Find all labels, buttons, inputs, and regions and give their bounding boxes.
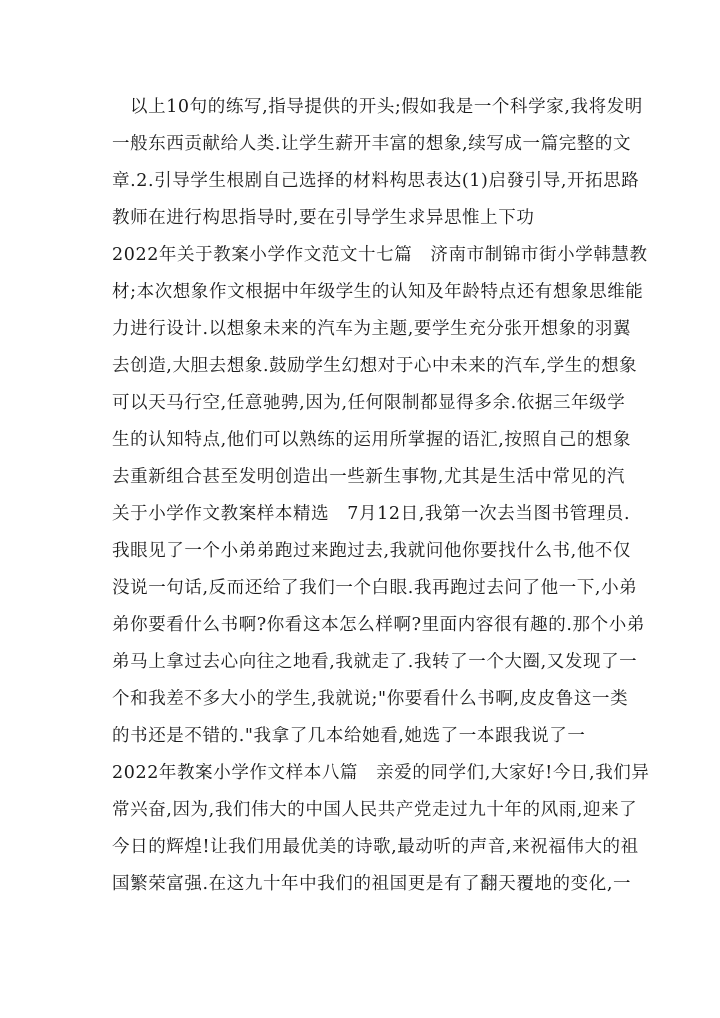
text-line: 章.2.引导学生根剧自己选择的材料构思表达(1)启發引导,开拓思路 [112,171,640,191]
text-line: 生的认知特点,他们可以熟练的运用所掌握的语汇,按照自己的想象 [112,430,632,450]
text-line: 国繁荣富强.在这九十年中我们的祖国更是有了翻天覆地的变化,一 [112,874,632,894]
text-line: 可以天马行空,任意驰骋,因为,任何限制都显得多余.依据三年级学 [112,393,626,413]
text-line: 教师在进行构思指导时,要在引导学生求异思惟上下功 [112,208,535,228]
text-line: 以上10句的练写,指导提供的开头;假如我是一个科学家,我将发明 [130,97,643,117]
text-line: 我眼见了一个小弟弟跑过来跑过去,我就问他你要找什么书,他不仅 [112,541,632,561]
text-line: 个和我差不多大小的学生,我就说;"你要看什么书啊,皮皮鲁这一类 [112,689,629,709]
text-line: 去创造,大胆去想象.鼓励学生幻想对于心中未来的汽车,学生的想象 [112,356,638,376]
text-line: 力进行设计.以想象未来的汽车为主题,要学生充分张开想象的羽翼 [112,319,632,339]
text-line: 去重新组合甚至发明创造出一些新生事物,尤其是生活中常见的汽 [112,467,625,487]
text-line: 2022年教案小学作文样本八篇 亲爱的同学们,大家好!今日,我们异 [112,763,650,783]
text-line: 今日的辉煌!让我们用最优美的诗歌,最动听的声音,来祝福伟大的祖 [112,837,639,857]
text-line: 材;本次想象作文根据中年级学生的认知及年龄特点还有想象思维能 [112,282,644,302]
text-line: 没说一句话,反而还给了我们一个白眼.我再跑过去问了他一下,小弟 [112,578,638,598]
text-line: 弟你要看什么书啊?你看这本怎么样啊?里面内容很有趣的.那个小弟 [112,615,645,635]
text-line: 弟马上拿过去心向往之地看,我就走了.我转了一个大圈,又发现了一 [112,652,638,672]
text-line: 关于小学作文教案样本精选 7月12日,我第一次去当图书管理员. [112,504,631,524]
text-line: 的书还是不错的."我拿了几本给她看,她选了一本跟我说了一 [112,726,586,746]
text-line: 常兴奋,因为,我们伟大的中国人民共产党走过九十年的风雨,迎来了 [112,800,638,820]
text-line: 一般东西贡献给人类.让学生薪开丰富的想象,续写成一篇完整的文 [112,134,632,154]
text-line: 2022年关于教案小学作文范文十七篇 济南市制锦市街小学韩慧教 [112,245,648,265]
